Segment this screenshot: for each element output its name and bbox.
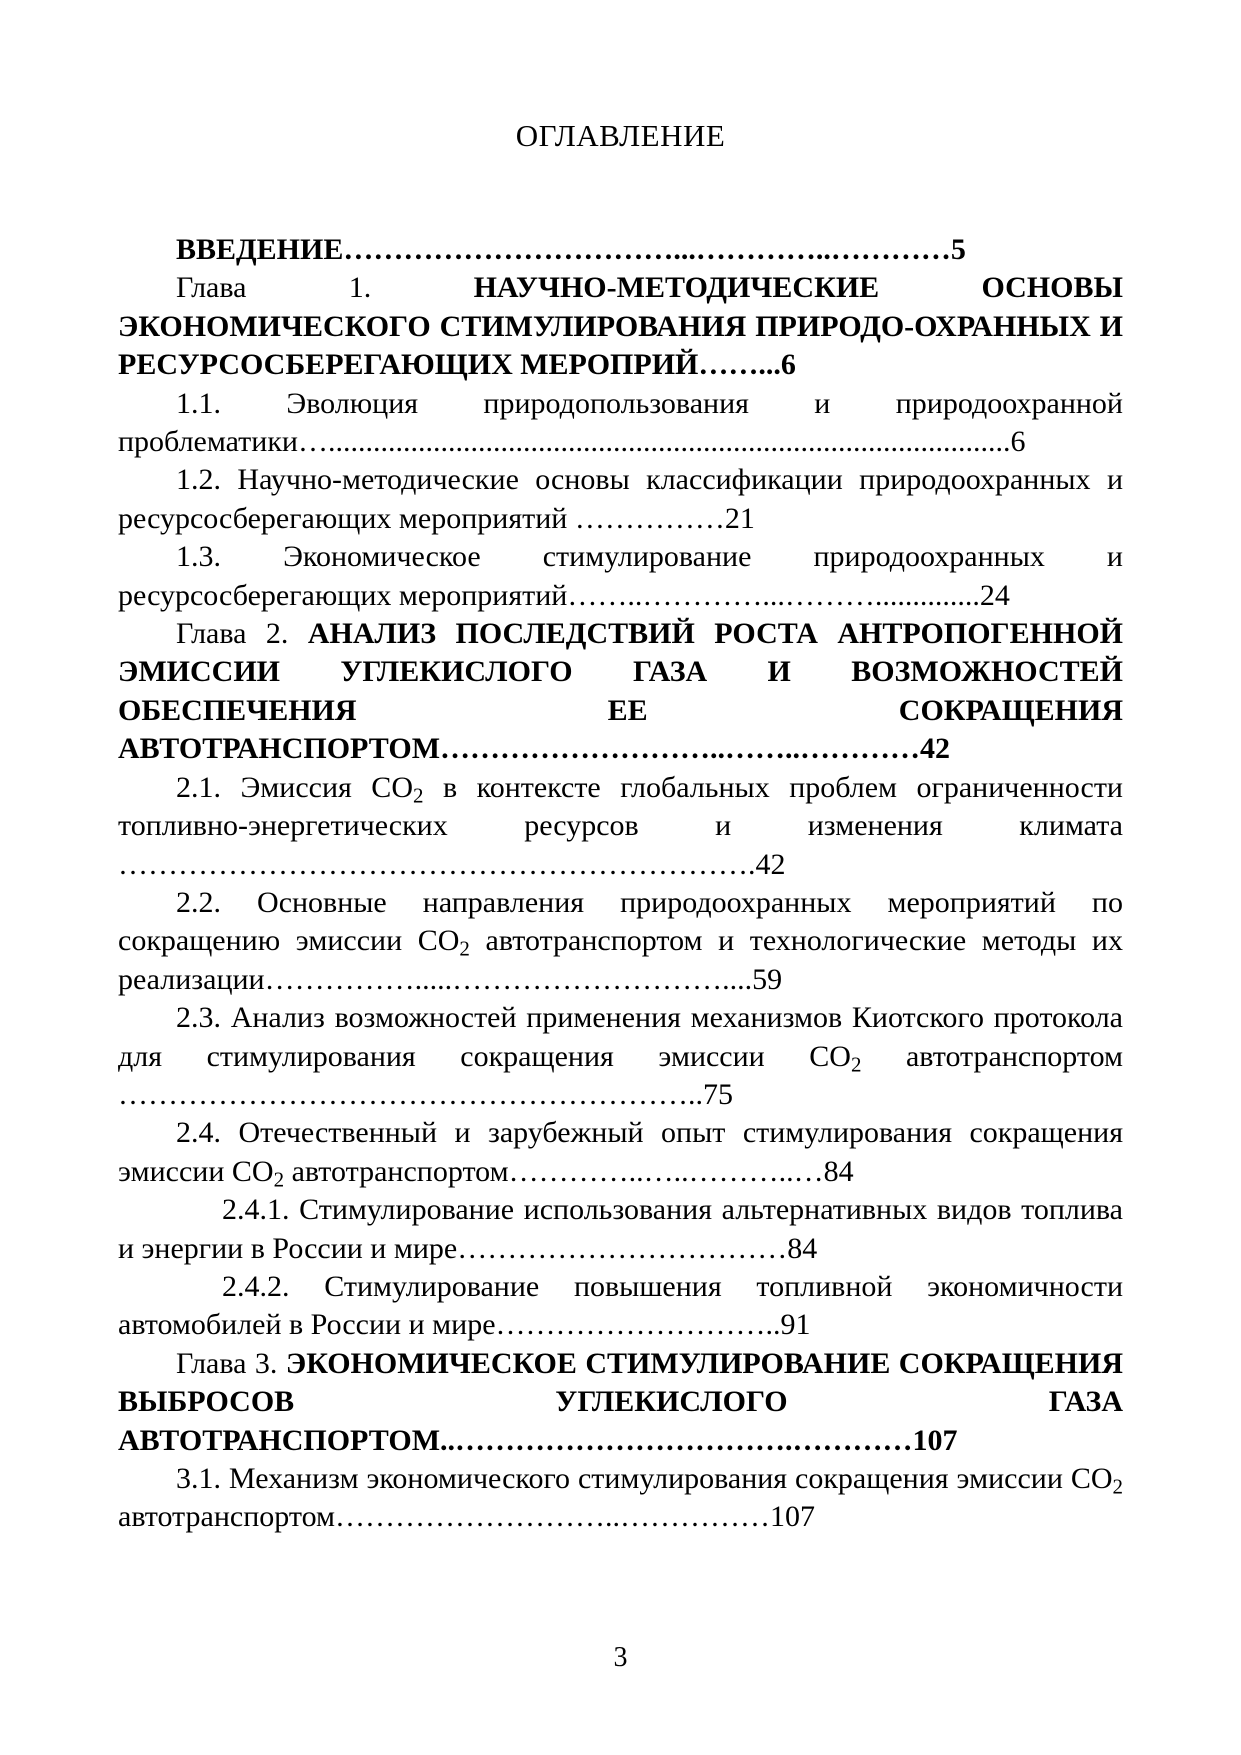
entry-2-1-subscript: 2 <box>413 782 424 807</box>
chapter-2-prefix: Глава 2. <box>176 617 308 651</box>
toc-entry-2-4-2[interactable]: 2.4.2. Стимулирование повышения топливной экономичности автомобилей в России и мире………………………..91 <box>118 1269 1123 1342</box>
entry-2-4-text-b: автотранспортом…………..…..………..…84 <box>284 1154 854 1188</box>
entry-2-2-subscript: 2 <box>459 936 470 961</box>
entry-2-4-text-a: 2.4. Отечественный и зарубежный опыт стимулирования сокращения эмиссии CO <box>118 1116 1123 1188</box>
entry-3-1-text-b: автотранспортом………………………..……………107 <box>118 1500 816 1534</box>
toc-entry-1-3[interactable]: 1.3. Экономическое стимулирование природоохранных и ресурсосберегающих мероприятий……..…………...………..............24 <box>118 540 1123 612</box>
chapter-3-prefix: Глава 3. <box>176 1346 286 1380</box>
page-title: ОГЛАВЛЕНИЕ <box>515 118 726 153</box>
entry-2-2-text-a: 2.2. Основные направления природоохранных мероприятий по сокращению эмиссии CO <box>118 885 1123 958</box>
chapter-2-title: АНАЛИЗ ПОСЛЕДСТВИЙ РОСТА АНТРОПОГЕННОЙ ЭМИССИИ УГЛЕКИСЛОГО ГАЗА И ВОЗМОЖНОСТЕЙ ОБЕСПЕЧЕНИЯ ЕЕ СОКРАЩЕНИЯ АВТОТРАНСПОРТОМ………………………..……..…………42 <box>118 617 1123 766</box>
chapter-3-title: ЭКОНОМИЧЕСКОЕ СТИМУЛИРОВАНИЕ СОКРАЩЕНИЯ ВЫБРОСОВ УГЛЕКИСЛОГО ГАЗА АВТОТРАНСПОРТОМ..…………………………….…………107 <box>118 1346 1123 1457</box>
toc-entry-2-3[interactable] <box>118 999 1123 1114</box>
toc-entry-chapter-2[interactable] <box>118 615 1123 769</box>
toc-entry-2-4[interactable] <box>118 1114 1123 1191</box>
toc-entry-chapter-1[interactable] <box>118 269 1123 384</box>
entry-3-1-text-a: 3.1. Механизм экономического стимулирования сокращения эмиссии CO <box>176 1462 1113 1495</box>
entry-2-1-text-a: 2.1. Эмиссия CO <box>176 770 413 804</box>
entry-2-4-subscript: 2 <box>273 1167 285 1191</box>
toc-entry-2-4-1[interactable]: 2.4.1. Стимулирование использования альтернативных видов топлива и энергии в России и мире……………………………84 <box>118 1193 1123 1265</box>
entry-3-1-subscript: 2 <box>1112 1474 1123 1499</box>
entry-2-2-text-b: автотранспортом и технологические методы их реализации…………….....………………………....59 <box>118 924 1123 996</box>
toc-entry-1-2[interactable]: 1.2. Научно-методические основы классификации природоохранных и ресурсосберегающих мероприятий ……………21 <box>118 463 1123 535</box>
entry-2-3-text-b: автотранспортом …………………………………………………..75 <box>118 1039 1123 1111</box>
entry-2-1-text-b: в контексте глобальных проблем ограниченности топливно-энергетических ресурсов и изменения климата ……………………………………………………….42 <box>118 770 1123 881</box>
entry-2-3-subscript: 2 <box>850 1051 862 1076</box>
toc-entry-2-2[interactable] <box>118 884 1123 999</box>
page-number: 3 <box>613 1642 628 1673</box>
entry-2-3-text-a: 2.3. Анализ возможностей применения механизмов Киотского протокола для стимулирования сокращения эмиссии CO <box>118 1001 1123 1073</box>
toc-entry-1-1[interactable]: 1.1. Эволюция природопользования и природоохранной проблематики…...........................................................................................6 <box>118 386 1123 459</box>
chapter-1-title: НАУЧНО-МЕТОДИЧЕСКИЕ ОСНОВЫ ЭКОНОМИЧЕСКОГО СТИМУЛИРОВАНИЯ ПРИРОДО-ОХРАННЫХ И РЕСУРСОСБЕРЕГАЮЩИХ МЕРОПРИЙ……...6 <box>118 271 1123 382</box>
chapter-1-prefix: Глава 1. <box>176 271 474 305</box>
table-of-contents <box>118 231 1123 1537</box>
toc-entry-chapter-3[interactable] <box>118 1345 1123 1460</box>
toc-entry-3-1[interactable] <box>118 1460 1123 1537</box>
toc-entry-introduction[interactable]: ВВЕДЕНИЕ……………………………...…………..…………5 <box>176 233 966 266</box>
toc-entry-2-1[interactable] <box>118 769 1123 884</box>
